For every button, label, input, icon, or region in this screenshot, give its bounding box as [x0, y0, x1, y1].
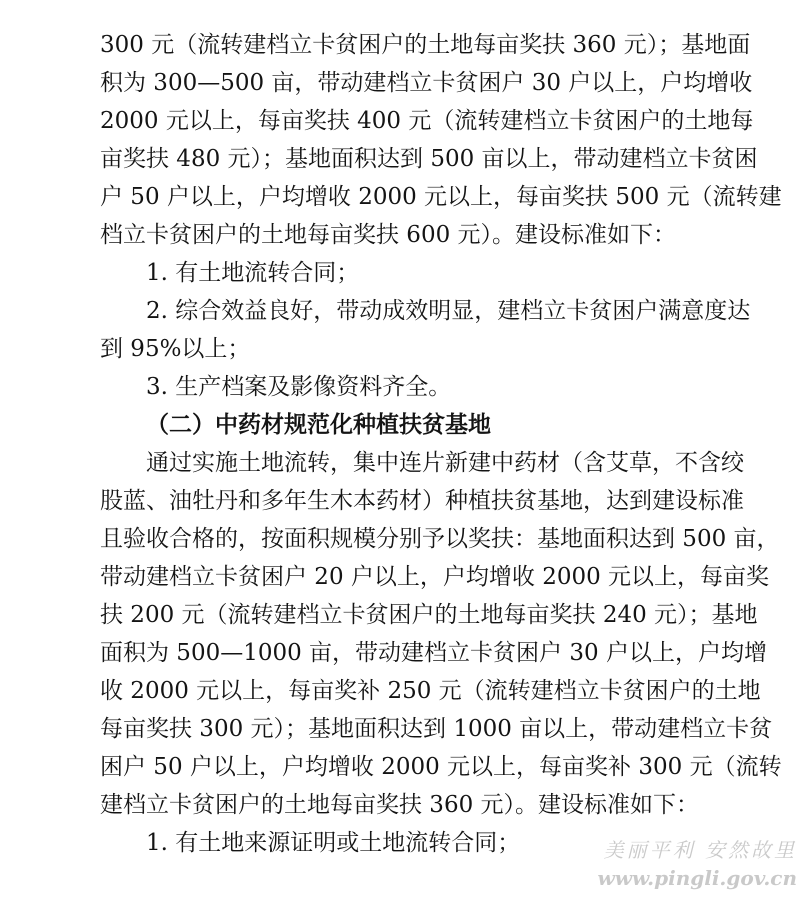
- list-item-continuation: 到 95%以上；: [100, 336, 251, 362]
- watermark-url: www.pingli.gov.cn: [597, 866, 797, 890]
- list-item: 3. 生产档案及影像资料齐全。: [146, 374, 452, 400]
- paragraph-line: 建档立卡贫困户的土地每亩奖扶 360 元）。建设标准如下：: [100, 792, 700, 818]
- list-item: 1. 有土地流转合同；: [146, 260, 360, 286]
- paragraph-line: 收 2000 元以上，每亩奖补 250 元（流转建档立卡贫困户的土地: [100, 678, 761, 704]
- watermark-slogan: 美丽平利 安然故里: [603, 838, 797, 862]
- paragraph-line: 每亩奖扶 300 元）；基地面积达到 1000 亩以上，带动建档立卡贫: [100, 716, 773, 742]
- paragraph-line: 股蓝、油牡丹和多年生木本药材）种植扶贫基地，达到建设标准: [100, 488, 744, 514]
- paragraph-line: 且验收合格的，按面积规模分别予以奖扶：基地面积达到 500 亩，: [100, 526, 780, 552]
- paragraph-line: 户 50 户以上，户均增收 2000 元以上，每亩奖扶 500 元（流转建: [100, 184, 782, 210]
- site-watermark: [597, 836, 797, 896]
- paragraph-line: 300 元（流转建档立卡贫困户的土地每亩奖扶 360 元）；基地面: [100, 32, 751, 58]
- paragraph-line: 积为 300—500 亩，带动建档立卡贫困户 30 户以上，户均增收: [100, 70, 753, 96]
- paragraph-line: 带动建档立卡贫困户 20 户以上，户均增收 2000 元以上，每亩奖: [100, 564, 770, 590]
- paragraph-line: 2000 元以上，每亩奖扶 400 元（流转建档立卡贫困户的土地每: [100, 108, 754, 134]
- paragraph-line: 面积为 500—1000 亩，带动建档立卡贫困户 30 户以上，户均增: [100, 640, 767, 666]
- list-item: 2. 综合效益良好，带动成效明显，建档立卡贫困户满意度达: [146, 298, 751, 324]
- paragraph-line: 亩奖扶 480 元）；基地面积达到 500 亩以上，带动建档立卡贫困: [100, 146, 758, 172]
- paragraph-line: 档立卡贫困户的土地每亩奖扶 600 元）。建设标准如下：: [100, 222, 677, 248]
- section-heading: （二）中药材规范化种植扶贫基地: [146, 411, 491, 438]
- list-item: 1. 有土地来源证明或土地流转合同；: [146, 830, 521, 856]
- paragraph-line: 扶 200 元（流转建档立卡贫困户的土地每亩奖扶 240 元）；基地: [100, 602, 758, 628]
- paragraph-line: 困户 50 户以上，户均增收 2000 元以上，每亩奖补 300 元（流转: [100, 754, 782, 780]
- paragraph-line: 通过实施土地流转，集中连片新建中药材（含艾草，不含绞: [146, 450, 744, 476]
